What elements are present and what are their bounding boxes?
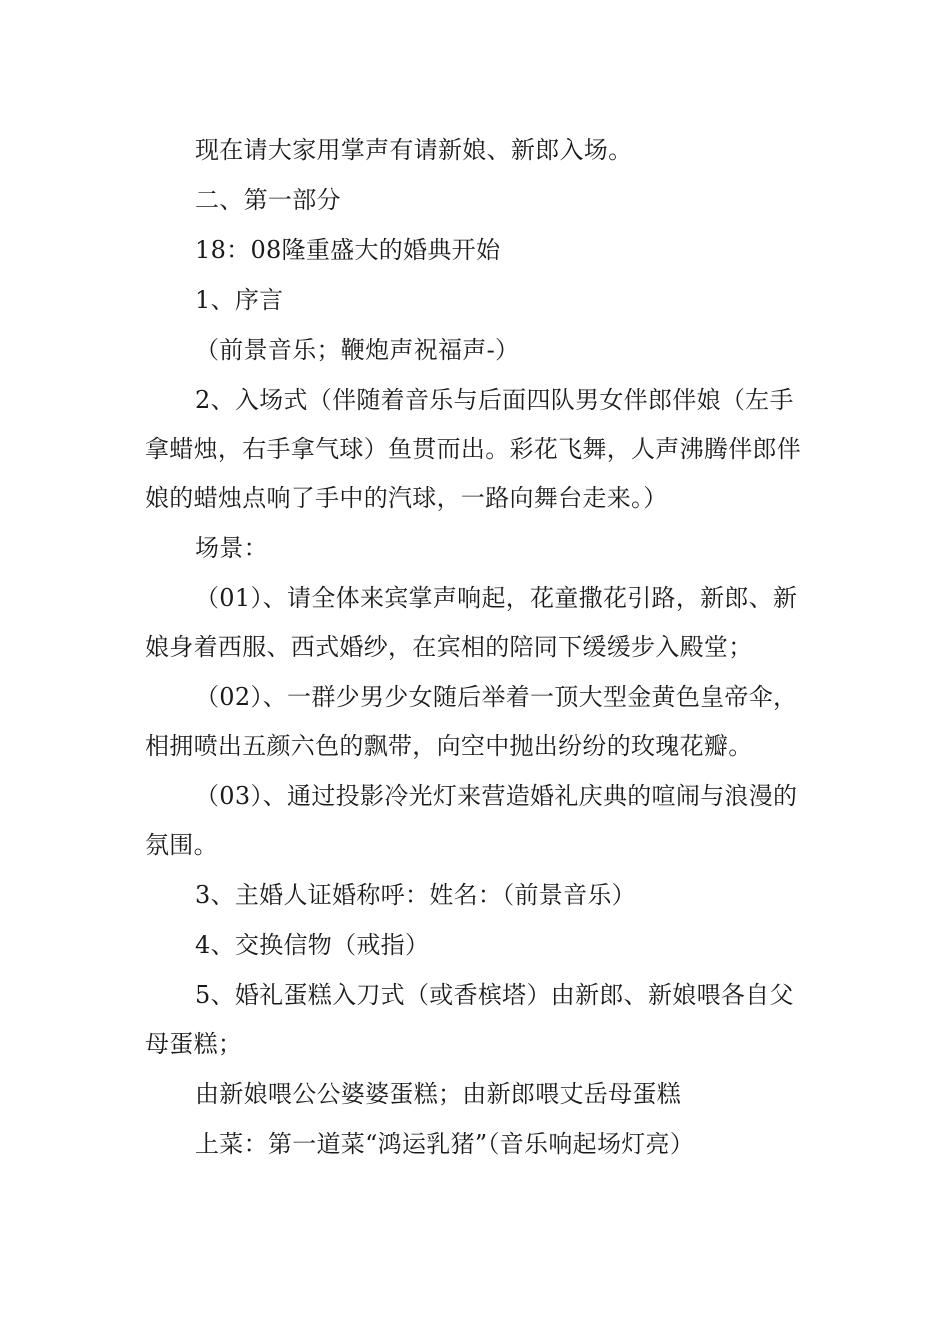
paragraph-1: 现在请大家用掌声有请新娘、新郎入场。 <box>195 136 633 164</box>
paragraph-14: 由新娘喂公公婆婆蛋糕；由新郎喂丈岳母蛋糕 <box>195 1080 681 1108</box>
paragraph-15: 上菜：第一道菜“鸿运乳猪”（音乐响起场灯亮） <box>195 1130 695 1158</box>
paragraph-10: （03）、通过投影冷光灯来营造婚礼庆典的喧闹与浪漫的氛围。 <box>145 782 798 859</box>
paragraph-8: （01）、请全体来宾掌声响起，花童撒花引路，新郎、新娘身着西服、西式婚纱，在宾相的陪同下缓缓步入殿堂； <box>145 584 798 661</box>
document-body <box>145 126 810 1169</box>
paragraph-5: （前景音乐；鞭炮声祝福声-） <box>195 336 520 364</box>
paragraph-13: 5、婚礼蛋糕入刀式（或香槟塔）由新郎、新娘喂各自父母蛋糕； <box>145 981 794 1058</box>
paragraph-12: 4、交换信物（戒指） <box>195 931 430 959</box>
paragraph-6: 2、入场式（伴随着音乐与后面四队男女伴郎伴娘（左手拿蜡烛，右手拿气球）鱼贯而出。彩花飞舞，人声沸腾伴郎伴娘的蜡烛点响了手中的汽球，一路向舞台走来。） <box>145 386 802 512</box>
paragraph-2: 二、第一部分 <box>195 186 341 214</box>
paragraph-3: 18：08隆重盛大的婚典开始 <box>195 236 501 264</box>
paragraph-7: 场景： <box>195 534 268 562</box>
paragraph-9: （02）、一群少男少女随后举着一顶大型金黄色皇帝伞，相拥喷出五颜六色的飘带，向空中抛出纷纷的玫瑰花瓣。 <box>145 683 798 760</box>
paragraph-11: 3、主婚人证婚称呼：姓名：（前景音乐） <box>195 881 636 909</box>
paragraph-4: 1、序言 <box>195 286 284 314</box>
